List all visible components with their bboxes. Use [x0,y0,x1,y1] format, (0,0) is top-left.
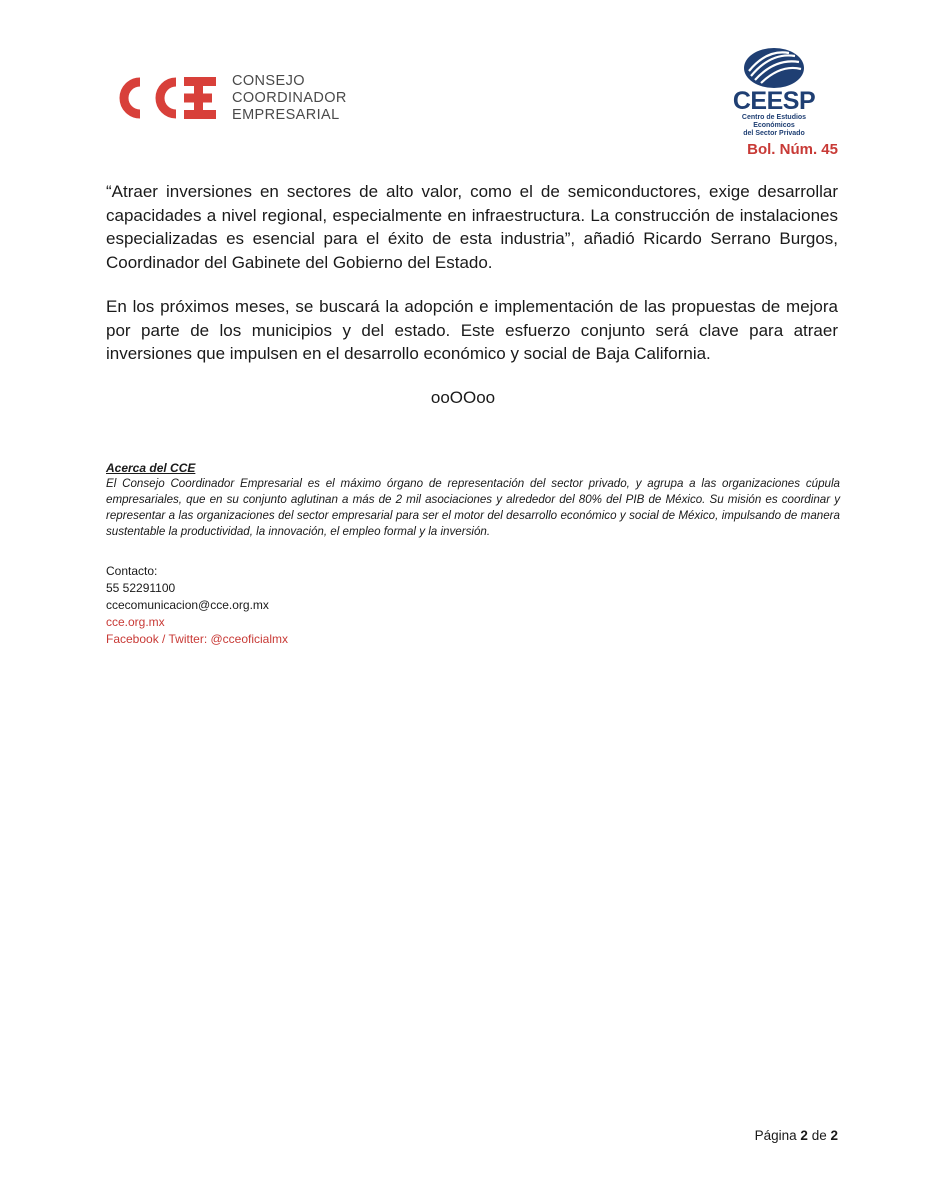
about-section [106,461,840,540]
about-text: El Consejo Coordinador Empresarial es el máximo órgano de representación del sector privado, y agrupa a las organizaciones cúpula empresariales, que en su conjunto aglutinan a más de 2 mil asociaciones y alrededor del 80% del PIB de México. Su misión es coordinar y representar a las organizaciones del sector empresarial para ser el motor del desarrollo económico y social de México, impulsando de manera sustentable la productividad, la innovación, el empleo formal y la inversión. [106,477,840,538]
contact-block [106,563,288,648]
ceesp-name: CEESP [732,87,816,115]
about-title: Acerca del CCE [106,461,196,475]
ceesp-subtitle: del Sector Privado [743,130,805,137]
section-separator: ooOOoo [430,388,496,407]
ceesp-subtitle: Centro de Estudios Económicos [741,114,807,129]
bulletin-number: Bol. Núm. 45 [747,141,838,158]
contact-email[interactable]: ccecomunicacion@cce.org.mx [106,598,269,612]
cce-logo-line: CONSEJO [232,72,305,89]
cce-logo [110,72,347,124]
ceesp-globe-icon [741,46,807,90]
body-paragraph: En los próximos meses, se buscará la adopción e implementación de las propuestas de mejora por parte de los municipios y del estado. Este esfuerzo conjunto será clave para atraer inversiones que impulsen en el desarrollo económico y social de Baja California. [106,297,838,363]
page-number [755,1128,838,1143]
contact-website-link[interactable]: cce.org.mx [106,615,165,629]
page-total: 2 [830,1128,838,1143]
cce-logo-mark-icon [110,72,222,124]
page-current: 2 [800,1128,808,1143]
cce-logo-line: EMPRESARIAL [232,106,340,123]
page-word: Página [754,1128,797,1143]
cce-logo-line: COORDINADOR [232,89,347,106]
body-paragraph: “Atraer inversiones en sectores de alto valor, como el de semiconductores, exige desarrollar capacidades a nivel regional, especialmente en infraestructura. La construcción de instalaciones especializadas es esencial para el éxito de esta industria”, añadió Ricardo Serrano Burgos, Coordinador del Gabinete del Gobierno del Estado. [106,182,838,272]
contact-social-link[interactable]: Facebook / Twitter: @cceoficialmx [106,632,289,646]
contact-label: Contacto: [106,564,158,578]
ceesp-logo [726,46,822,138]
contact-phone: 55 52291100 [106,581,176,595]
cce-logo-text [232,73,347,124]
page-of: de [811,1128,827,1143]
